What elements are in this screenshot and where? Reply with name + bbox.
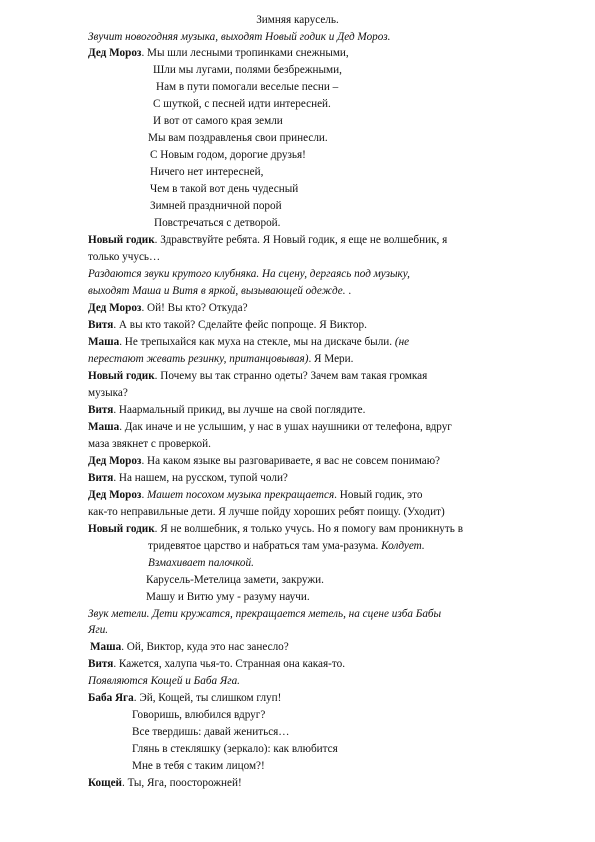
text-line: [88, 336, 409, 349]
stage-direction: перестают жевать резинку, пританцовывая): [88, 353, 309, 365]
text-line: [88, 608, 441, 621]
stage-direction: Взмахивает палочкой.: [148, 557, 254, 569]
dialogue-text: . Наармальный прикид, вы лучше на свой поглядите.: [113, 404, 366, 416]
text-line: [88, 387, 128, 400]
dialogue-text: Шли мы лугами, полями безбрежными,: [153, 64, 342, 76]
dialogue-text: . На нашем, на русском, тупой чоли?: [113, 472, 288, 484]
dialogue-text: только учусь…: [88, 251, 161, 263]
speaker-name: Витя: [88, 658, 114, 670]
dialogue-text: . Почему вы так странно одеты? Зачем вам такая громкая: [154, 370, 428, 382]
dialogue-text: Мне в тебя с таким лицом?!: [132, 760, 265, 772]
text-line: [88, 523, 463, 536]
speaker-name: Маша: [88, 336, 120, 348]
dialogue-text: как-то неправильные дети. Я лучше пойду хороших ребят поищу. (Уходит): [88, 506, 445, 518]
text-line: [146, 574, 324, 587]
text-line: [154, 217, 280, 230]
speaker-name: Маша: [90, 641, 122, 653]
text-line: [88, 31, 390, 44]
speaker-name: Витя: [88, 472, 114, 484]
dialogue-text: Повстречаться с детворой.: [154, 217, 281, 229]
text-line: [153, 98, 331, 111]
speaker-name: Баба Яга: [88, 692, 134, 704]
dialogue-text: маза звякнет с проверкой.: [88, 438, 211, 450]
text-line: [132, 743, 338, 756]
text-line: [148, 540, 425, 553]
text-line: [88, 506, 445, 519]
dialogue-text: Глянь в стекляшку (зеркало): как влюбится: [132, 743, 338, 755]
stage-direction: Раздаются звуки крутого клубняка. На сцену, дергаясь под музыку,: [88, 268, 410, 280]
speaker-name: Дед Мороз: [88, 47, 142, 59]
dialogue-text: Ничего нет интересней,: [150, 166, 264, 178]
text-line: [88, 472, 288, 485]
dialogue-text: музыка?: [88, 387, 128, 399]
text-line: [132, 760, 265, 773]
text-line: [88, 285, 351, 298]
text-line: [88, 624, 108, 637]
dialogue-text: . Я Мери.: [308, 353, 354, 365]
text-line: [88, 421, 452, 434]
text-line: [88, 658, 345, 671]
dialogue-text: . Новый годик, это: [334, 489, 423, 501]
text-line: [132, 709, 265, 722]
stage-direction: Звук метели. Дети кружатся, прекращается метель, на сцене изба Бабы: [88, 608, 442, 620]
dialogue-text: Зимней праздничной порой: [150, 200, 282, 212]
dialogue-text: . Дак иначе и не услышим, у нас в ушах наушники от телефона, вдруг: [119, 421, 452, 433]
dialogue-text: С Новым годом, дорогие друзья!: [150, 149, 306, 161]
speaker-name: Витя: [88, 404, 114, 416]
dialogue-text: . Кажется, халупа чья-то. Странная она какая-то.: [113, 658, 346, 670]
text-line: [150, 200, 282, 213]
dialogue-text: . Ты, Яга, поосторожней!: [122, 777, 242, 789]
text-line: [88, 455, 440, 468]
text-line: [88, 302, 248, 315]
text-line: [148, 132, 328, 145]
dialogue-text: С шуткой, с песней идти интересней.: [153, 98, 331, 110]
dialogue-text: Нам в пути помогали веселые песни –: [156, 81, 339, 93]
text-line: [146, 591, 310, 604]
text-line: [88, 251, 160, 264]
dialogue-text: тридевятое царство и набраться там ума-разума.: [148, 540, 382, 552]
text-line: [88, 489, 422, 502]
document-title: Зимняя карусель.: [256, 14, 339, 26]
text-line: [88, 438, 211, 451]
text-line: [148, 557, 254, 570]
text-line: [88, 370, 427, 383]
text-line: [150, 183, 298, 196]
text-line: [156, 81, 338, 94]
stage-direction: Колдует.: [381, 540, 425, 552]
dialogue-text: . Здравствуйте ребята. Я Новый годик, я еще не волшебник, я: [154, 234, 448, 246]
dialogue-text: . Ой! Вы кто? Откуда?: [141, 302, 248, 314]
speaker-name: Новый годик: [88, 370, 155, 382]
speaker-name: Дед Мороз: [88, 302, 142, 314]
dialogue-text: Чем в такой вот день чудесный: [150, 183, 299, 195]
stage-direction: Появляются Кощей и Баба Яга.: [88, 675, 240, 687]
speaker-name: Витя: [88, 319, 114, 331]
text-line: [150, 149, 306, 162]
dialogue-text: Карусель-Метелица замети, закружи.: [146, 574, 324, 586]
dialogue-text: Машу и Витю уму - разуму научи.: [146, 591, 310, 603]
dialogue-text: . Я не волшебник, я только учусь. Но я помогу вам проникнуть в: [154, 523, 463, 535]
stage-direction: Машет посохом музыка прекращается: [147, 489, 335, 501]
dialogue-text: .: [141, 489, 148, 501]
text-line: [88, 692, 281, 705]
text-line: [132, 726, 290, 739]
stage-direction: выходят Маша и Витя в яркой, вызывающей одежде.: [88, 285, 346, 297]
dialogue-text: . А вы кто такой? Сделайте фейс попроще. Я Виктор.: [113, 319, 367, 331]
text-line: [153, 64, 342, 77]
speaker-name: Кощей: [88, 777, 123, 789]
dialogue-text: . Ой, Виктор, куда это нас занесло?: [121, 641, 289, 653]
stage-direction: Звучит новогодняя музыка, выходят Новый годик и Дед Мороз.: [88, 31, 391, 43]
text-line: [88, 47, 349, 60]
dialogue-text: . Не трепыхайся как муха на стекле, мы на дискаче были.: [119, 336, 395, 348]
text-line: [90, 641, 289, 654]
text-line: [88, 234, 447, 247]
speaker-name: Маша: [88, 421, 120, 433]
text-line: [153, 115, 283, 128]
dialogue-text: И вот от самого края земли: [153, 115, 283, 127]
text-line: [88, 404, 365, 417]
dialogue-text: . Мы шли лесными тропинками снежными,: [141, 47, 349, 59]
speaker-name: Дед Мороз: [88, 455, 142, 467]
dialogue-text: . Эй, Кощей, ты слишком глуп!: [133, 692, 282, 704]
dialogue-text: Все твердишь: давай жениться…: [132, 726, 290, 738]
speaker-name: Дед Мороз: [88, 489, 142, 501]
text-line: [88, 268, 410, 281]
stage-direction: (не: [394, 336, 410, 348]
text-line: [150, 166, 263, 179]
speaker-name: Новый годик: [88, 234, 155, 246]
dialogue-text: .: [345, 285, 352, 297]
text-line: [88, 777, 242, 790]
speaker-name: Новый годик: [88, 523, 155, 535]
text-line: [88, 319, 367, 332]
stage-direction: Яги.: [88, 624, 109, 636]
dialogue-text: Мы вам поздравленья свои принесли.: [148, 132, 328, 144]
text-line: [88, 353, 353, 366]
dialogue-text: . На каком языке вы разговариваете, я вас не совсем понимаю?: [141, 455, 441, 467]
text-line: [88, 675, 240, 688]
dialogue-text: Говоришь, влюбился вдруг?: [132, 709, 266, 721]
